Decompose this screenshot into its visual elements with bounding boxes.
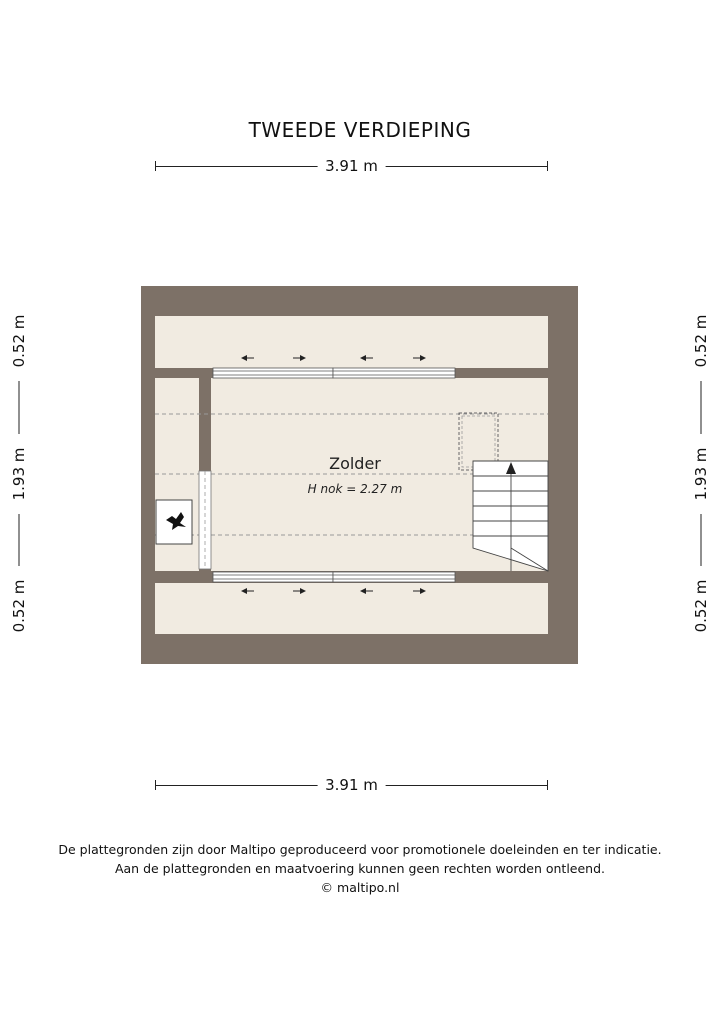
bottom-knee-wall-zone [155, 583, 548, 634]
right-dim-top-label: 0.52 m [691, 301, 711, 381]
disclaimer-line-2: Aan de plattegronden en maatvoering kunnen geen rechten worden ontleend. [114, 861, 606, 876]
room-name: Zolder [329, 454, 381, 473]
right-dim-middle-label: 1.93 m [691, 434, 711, 514]
floor-title: TWEEDE VERDIEPING [248, 118, 472, 142]
top-knee-wall-zone [155, 316, 548, 368]
top-width-label: 3.91 m [317, 156, 386, 176]
disclaimer-line-3: © maltipo.nl [320, 880, 400, 895]
boiler-icon [156, 500, 192, 544]
left-dim-bottom-label: 0.52 m [9, 566, 29, 646]
bottom-sliding-doors [213, 572, 455, 582]
disclaimer-line-1: De plattegronden zijn door Maltipo geproduceerd voor promotionele doeleinden en ter indicatie. [58, 842, 662, 857]
top-sliding-doors [213, 368, 455, 378]
bottom-width-label: 3.91 m [317, 775, 386, 795]
left-dim-top-label: 0.52 m [9, 301, 29, 381]
ridge-height: H nok = 2.27 m [307, 482, 403, 496]
disclaimer [0, 840, 720, 897]
left-dim-middle-label: 1.93 m [9, 434, 29, 514]
right-dim-bottom-label: 0.52 m [691, 566, 711, 646]
